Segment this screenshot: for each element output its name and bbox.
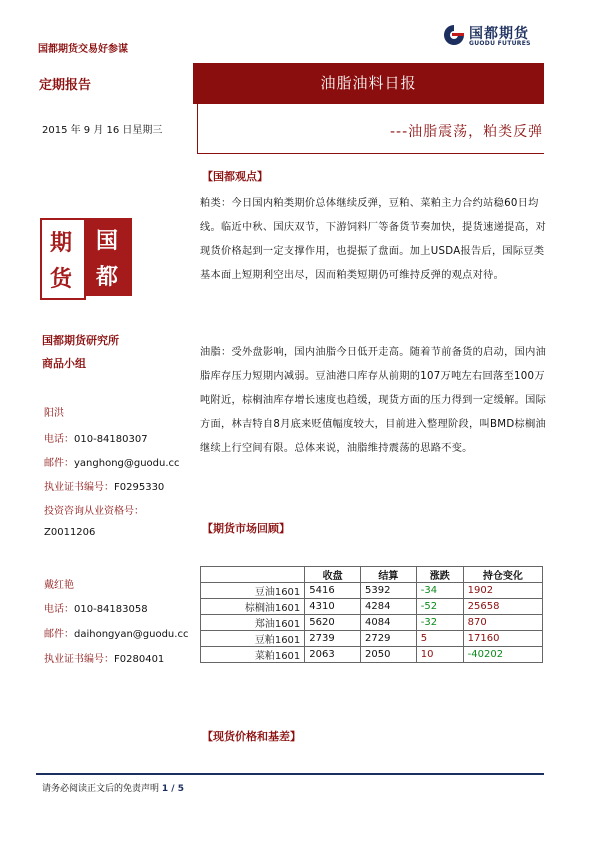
settle-price: 4284: [361, 599, 417, 615]
consult-label: 投资咨询从业资格号：: [44, 506, 144, 517]
table-header: 涨跌: [416, 567, 463, 583]
settle-price: 5392: [361, 583, 417, 599]
oil-commentary: 油脂：受外盘影响，国内油脂今日低开走高。随着节前备货的启动，国内油脂库存压力短期内减弱。豆油港口库存从前期的107万吨左右回落至100万吨附近，棕榈油库存增长速度也趋缓，现货方面的压力得到一定缓解。国际方面，林吉特自8月底来贬值幅度较大，目前进入整理阶段，叫BMD棕榈油继续上行空间有限。总体来说，油脂维持震荡的思路不变。: [200, 347, 547, 454]
table-header: [201, 567, 305, 583]
section-heading-market: 【期货市场回顾】: [202, 522, 290, 535]
report-type: 定期报告: [39, 78, 92, 93]
report-title: 油脂油料日报: [320, 74, 417, 92]
footer: [42, 781, 184, 794]
analyst-cert-row: [44, 650, 164, 665]
report-subtitle: ---油脂震荡，粕类反弹: [390, 124, 544, 140]
report-title-band: [36, 63, 544, 104]
analyst-email-row: [44, 625, 188, 640]
guodu-logo-icon: [443, 24, 465, 46]
close-price: 4310: [305, 599, 361, 615]
contract-name: 棕榈油1601: [201, 599, 305, 615]
table-header: 结算: [361, 567, 417, 583]
logo-text-en: GUODU FUTURES: [469, 40, 531, 47]
section-heading-view: 【国都观点】: [202, 170, 268, 183]
divider-vertical: [197, 104, 198, 154]
table-header: 持仓变化: [463, 567, 542, 583]
seal-char: 期: [50, 230, 73, 256]
table-header-row: [201, 567, 543, 583]
cert-label: 执业证书编号：: [44, 482, 114, 493]
divider-horizontal: [197, 153, 544, 154]
market-review-table: [200, 566, 543, 663]
settle-price: 2729: [361, 631, 417, 647]
analyst-email[interactable]: yanghong@guodu.cc: [74, 458, 180, 469]
analyst-phone-row: [44, 600, 148, 615]
analyst-email[interactable]: daihongyan@guodu.cc: [74, 629, 189, 640]
close-price: 5620: [305, 615, 361, 631]
analyst-name: 戴红艳: [44, 580, 74, 591]
close-price: 2739: [305, 631, 361, 647]
header-tagline: 国都期货交易好参谋: [38, 44, 128, 55]
price-change: -32: [416, 615, 463, 631]
analyst-cert: F0295330: [114, 482, 165, 493]
seal-right-half: [86, 218, 132, 296]
seal-char: 国: [96, 228, 119, 254]
guodu-logo: [443, 24, 543, 48]
footer-divider: [36, 773, 544, 775]
table-row: [201, 583, 543, 599]
price-change: -34: [416, 583, 463, 599]
analyst-phone-row: [44, 430, 148, 445]
price-change: 10: [416, 647, 463, 663]
phone-label: 电话：: [44, 434, 74, 445]
oi-change: 25658: [463, 599, 542, 615]
price-change: 5: [416, 631, 463, 647]
oi-change: 1902: [463, 583, 542, 599]
price-change: -52: [416, 599, 463, 615]
table-row: [201, 647, 543, 663]
research-institute: 国都期货研究所: [42, 334, 119, 347]
oi-change: 17160: [463, 631, 542, 647]
page-number: 1 / 5: [161, 784, 184, 794]
section-heading-spot: 【现货价格和基差】: [202, 730, 301, 743]
analyst-name: 阳洪: [44, 408, 64, 419]
analyst-phone: 010-84183058: [74, 604, 148, 615]
report-date: 2015 年 9 月 16 日星期三: [42, 125, 163, 136]
email-label: 邮件：: [44, 458, 74, 469]
analyst-phone: 010-84180307: [74, 434, 148, 445]
table-row: [201, 615, 543, 631]
oi-change: 870: [463, 615, 542, 631]
table-row: [201, 599, 543, 615]
contract-name: 豆粕1601: [201, 631, 305, 647]
seal-char: 货: [50, 266, 73, 292]
consult-number: Z0011206: [44, 527, 96, 538]
seal-char: 都: [96, 264, 119, 290]
analyst-email-row: [44, 454, 180, 469]
phone-label: 电话：: [44, 604, 74, 615]
table-header: 收盘: [305, 567, 361, 583]
logo-text-cn: 国都期货: [469, 26, 529, 42]
meal-commentary: 粕类：今日国内粕类期价总体继续反弹，豆粕、菜粕主力合约站稳60日均线。临近中秋、国庆双节，下游饲料厂等备货节奏加快，提货速递提高，对现货价格起到一定支撑作用，也提振了盘面。加上USDA报告后，国际豆类基本面上短期利空出尽，因而粕类短期仍可维持反弹的观点对待。: [200, 198, 547, 281]
contract-name: 郑油1601: [201, 615, 305, 631]
settle-price: 4084: [361, 615, 417, 631]
close-price: 5416: [305, 583, 361, 599]
report-type-box: [36, 63, 193, 104]
oi-change: -40202: [463, 647, 542, 663]
contract-name: 豆油1601: [201, 583, 305, 599]
disclaimer-note: 请务必阅读正文后的免责声明: [42, 784, 160, 794]
analyst-cert-row: [44, 478, 164, 493]
email-label: 邮件：: [44, 629, 74, 640]
contract-name: 菜粕1601: [201, 647, 305, 663]
table-row: [201, 631, 543, 647]
seal-left-half: [40, 218, 86, 300]
research-group: 商品小组: [42, 357, 86, 370]
settle-price: 2050: [361, 647, 417, 663]
analyst-cert: F0280401: [114, 654, 165, 665]
company-seal: [40, 218, 134, 300]
close-price: 2063: [305, 647, 361, 663]
cert-label: 执业证书编号：: [44, 654, 114, 665]
